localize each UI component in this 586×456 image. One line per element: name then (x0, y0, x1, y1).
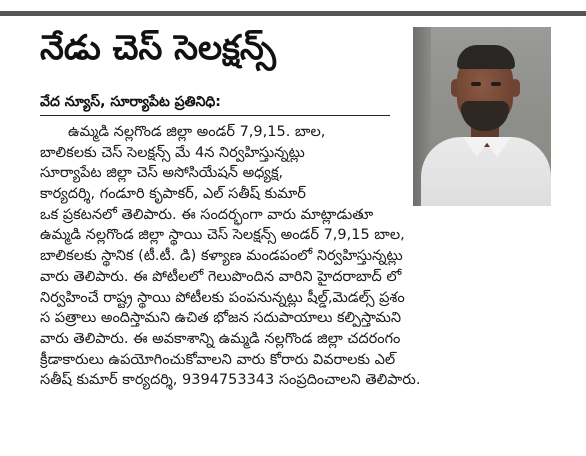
body-line: నిర్వహించే రాష్ట్ర స్థాయి పోటీలకు పంపనున్నట్లు షీల్డ్,మెడల్స్ ప్రశం (40, 289, 405, 306)
news-article (22, 20, 562, 444)
body-line: స పత్రాలు అందిస్తామని ఉచిత భోజన సదుపాయాలు కల్పిస్తామని (40, 310, 402, 327)
previous-article-cutoff (0, 0, 586, 7)
body-line: వారు తెలిపారు. ఈ అవకాశాన్ని ఉమ్మడి నల్లగొండ జిల్లా చదరంగం (40, 330, 401, 347)
body-line: బాలికలకు స్థానిక (టీ.టీ. డి) కళ్యాణ మండపంలో నిర్వహిస్తున్నట్లు (40, 248, 403, 265)
next-article-cutoff (0, 449, 586, 456)
byline-underline (40, 115, 390, 116)
body-line: బాలికలకు చెస్ సెలక్షన్స్ మే 4న నిర్వహిస్తున్నట్లు (40, 144, 305, 161)
person-photo (413, 27, 551, 206)
body-line: సూర్యాపేట జిల్లా చెస్ అసోసియేషన్ అధ్యక్ష, (40, 165, 284, 182)
body-line: ఒక ప్రకటనలో తెలిపారు. ఈ సందర్భంగా వారు మాట్లాడుతూ (40, 206, 374, 223)
article-byline: వేద న్యూస్, సూర్యాపేట ప్రతినిధి: (40, 94, 221, 110)
top-divider (0, 11, 586, 16)
article-body (40, 122, 420, 391)
body-line: ఉమ్మడి నల్లగొండ జిల్లా అండర్ 7,9,15. బాల, (68, 124, 326, 140)
body-line: సతీష్ కుమార్ కార్యదర్శి, 9394753343 సంప్రదించాలని తెలిపారు. (40, 372, 421, 389)
article-headline: నేడు చెస్ సెలక్షన్స్ (40, 28, 276, 68)
body-line: వారు తెలిపారు. ఈ పోటీలలో గెలుపొందిన వారిని హైదరాబాద్ లో (40, 268, 402, 285)
body-line: ఉమ్మడి నల్లగొండ జిల్లా స్థాయి చెస్ సెలక్షన్స్ అండర్ 7,9,15 బాల, (40, 227, 405, 244)
body-line: క్రీడాకారులు ఉపయోగించుకోవాలని వారు కోరారు వివరాలకు ఎల్ (40, 351, 396, 368)
body-line: కార్యదర్శి, గండూరి కృపాకర్, ఎల్ సతీష్ కుమార్ (40, 186, 306, 203)
